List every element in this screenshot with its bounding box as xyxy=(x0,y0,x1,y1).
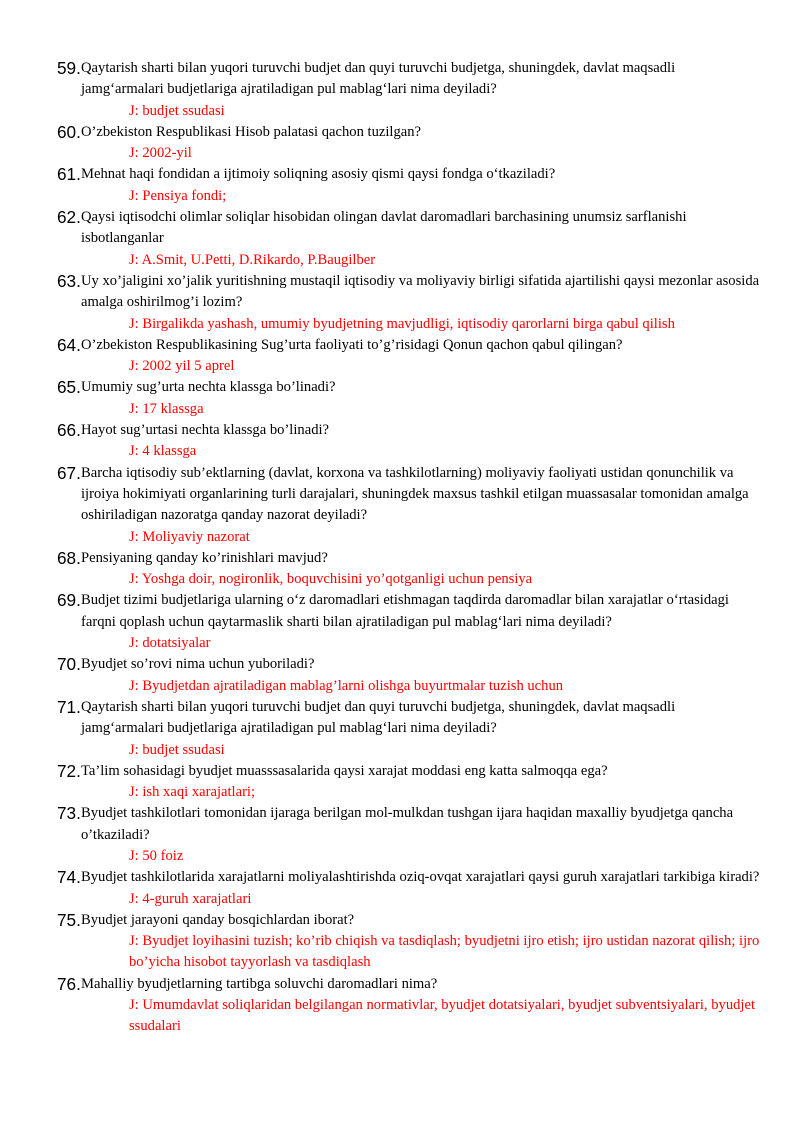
question-text: Mehnat haqi fondidan a ijtimoiy soliqning asosiy qismi qaysi fondga o‘tkaziladi? xyxy=(81,166,556,183)
answer-text: J: Byudjet loyihasini tuzish; ko’rib chiqish va tasdiqlash; byudjetni ijro etish; ijro ustidan nazorat qilish; ijro bo’yicha hisobot tayyorlash va tasdiqlash xyxy=(129,933,760,971)
qa-item xyxy=(0,420,800,463)
question-number: 71. xyxy=(57,696,81,717)
question-text: Barcha iqtisodiy sub’ektlarning (davlat, korxona va tashkilotlarning) moliyaviy faoliyati ustidan qonunchilik va ijroiya hokimiyati organlarining turli darajalari, shuningdek maxsus tashkil etilgan muassasalar tomonidan amalga oshiriladigan nazoratga qanday nazorat deyiladi? xyxy=(81,464,749,524)
question-number: 70. xyxy=(57,654,81,675)
qa-item xyxy=(0,164,800,207)
question-text: Byudjet jarayoni qanday bosqichlardan iborat? xyxy=(81,911,355,928)
qa-item xyxy=(0,910,800,974)
qa-item xyxy=(0,463,800,548)
answer-text: J: dotatsiyalar xyxy=(129,635,211,652)
answer-text: J: Birgalikda yashash, umumiy byudjetning mavjudligi, iqtisodiy qarorlarni birga qabul qilish xyxy=(129,315,675,332)
qa-item xyxy=(0,974,800,1038)
question-number: 69. xyxy=(57,590,81,611)
qa-item xyxy=(0,697,800,761)
question-text: Umumiy sug’urta nechta klassga bo’linadi? xyxy=(81,379,336,396)
answer-text: J: 50 foiz xyxy=(129,847,184,864)
question-number: 66. xyxy=(57,420,81,441)
question-number: 60. xyxy=(57,121,81,142)
question-number: 73. xyxy=(57,803,81,824)
question-number: 61. xyxy=(57,164,81,185)
answer-text: J: Yoshga doir, nogironlik, boquvchisini yo’qotganligi uchun pensiya xyxy=(129,571,533,588)
question-number: 67. xyxy=(57,462,81,483)
question-number: 72. xyxy=(57,760,81,781)
answer-text: J: 4-guruh xarajatlari xyxy=(129,890,252,907)
answer-text: J: 2002 yil 5 aprel xyxy=(129,358,235,375)
question-text: Qaytarish sharti bilan yuqori turuvchi budjet dan quyi turuvchi budjetga, shuningdek, davlat maqsadli jamg‘armalari budjetlariga ajratiladigan pul mablag‘lari nima deyiladi? xyxy=(81,698,676,737)
answer-text: J: budjet ssudasi xyxy=(129,102,225,119)
question-text: Ta’lim sohasidagi byudjet muasssasalarida qaysi xarajat moddasi eng katta salmoqqa ega? xyxy=(81,762,608,779)
qa-item xyxy=(0,335,800,378)
qa-item xyxy=(0,58,800,122)
question-text: Qaysi iqtisodchi olimlar soliqlar hisobidan olingan davlat daromadlari barchasining unumsiz sarflanishi isbotlanganlar xyxy=(81,209,687,247)
document-page xyxy=(0,58,800,1038)
answer-text: J: Byudjetdan ajratiladigan mablag’larni olishga buyurtmalar tuzish uchun xyxy=(129,677,564,694)
qa-item xyxy=(0,803,800,867)
question-number: 62. xyxy=(57,207,81,228)
answer-text: J: 2002-yil xyxy=(129,145,192,162)
question-text: Byudjet so’rovi nima uchun yuboriladi? xyxy=(81,656,315,673)
question-text: Byudjet tashkilotlarida xarajatlarni moliyalashtirishda oziq-ovqat xarajatlari qaysi guruh xarajatlari tarkibiga kiradi? xyxy=(81,869,760,886)
qa-item xyxy=(0,654,800,697)
answer-text: J: 4 klassga xyxy=(129,443,197,460)
question-number: 59. xyxy=(57,58,81,78)
answer-text: J: Moliyaviy nazorat xyxy=(129,528,250,545)
qa-item xyxy=(0,761,800,804)
question-number: 76. xyxy=(57,973,81,994)
question-text: Pensiyaning qanday ko’rinishlari mavjud? xyxy=(81,549,328,566)
qa-item xyxy=(0,867,800,910)
question-number: 68. xyxy=(57,547,81,568)
answer-text: J: Pensiya fondi; xyxy=(129,187,227,204)
answer-text: J: budjet ssudasi xyxy=(129,741,225,758)
question-number: 63. xyxy=(57,270,81,291)
answer-text: J: Umumdavlat soliqlaridan belgilangan normativlar, byudjet dotatsiyalari, byudjet subventsiyalari, byudjet ssudalari xyxy=(129,997,755,1035)
question-number: 75. xyxy=(57,909,81,930)
answer-text: J: 17 klassga xyxy=(129,400,204,417)
qa-item xyxy=(0,271,800,335)
question-number: 65. xyxy=(57,377,81,398)
qa-item xyxy=(0,548,800,591)
question-text: O’zbekiston Respublikasi Hisob palatasi qachon tuzilgan? xyxy=(81,123,422,140)
answer-text: J: A.Smit, U.Petti, D.Rikardo, P.Baugilber xyxy=(129,251,376,268)
question-number: 64. xyxy=(57,334,81,355)
qa-item xyxy=(0,207,800,271)
question-text: Mahalliy byudjetlarning tartibga soluvchi daromadlari nima? xyxy=(81,975,438,992)
question-text: Qaytarish sharti bilan yuqori turuvchi budjet dan quyi turuvchi budjetga, shuningdek, davlat maqsadli jamg‘armalari budjetlariga ajratiladigan pul mablag‘lari nima deyiladi? xyxy=(81,60,676,98)
question-text: Byudjet tashkilotlari tomonidan ijaraga berilgan mol-mulkdan tushgan ijara haqidan maxalliy byudjetga qancha o’tkaziladi? xyxy=(81,805,734,843)
question-number: 74. xyxy=(57,867,81,888)
question-text: Hayot sug’urtasi nechta klassga bo’linadi? xyxy=(81,422,330,439)
question-text: Uy xo’jaligini xo’jalik yuritishning mustaqil iqtisodiy va moliyaviy birligi sifatida ajartilishi qaysi mezonlar asosida amalga oshirilmog’i lozim? xyxy=(81,272,760,311)
qa-item xyxy=(0,377,800,420)
qa-item xyxy=(0,590,800,654)
qa-item xyxy=(0,122,800,165)
answer-text: J: ish xaqi xarajatlari; xyxy=(129,784,256,801)
question-text: Budjet tizimi budjetlariga ularning o‘z daromadlari etishmagan taqdirda daromadlar bilan xarajatlar o‘rtasidagi farqni qoplash uchun qaytarmaslik sharti bilan ajratiladigan pul mablag‘lari nima deyiladi? xyxy=(81,592,729,630)
question-text: O’zbekiston Respublikasining Sug’urta faoliyati to’g’risidagi Qonun qachon qabul qilingan? xyxy=(81,336,623,353)
